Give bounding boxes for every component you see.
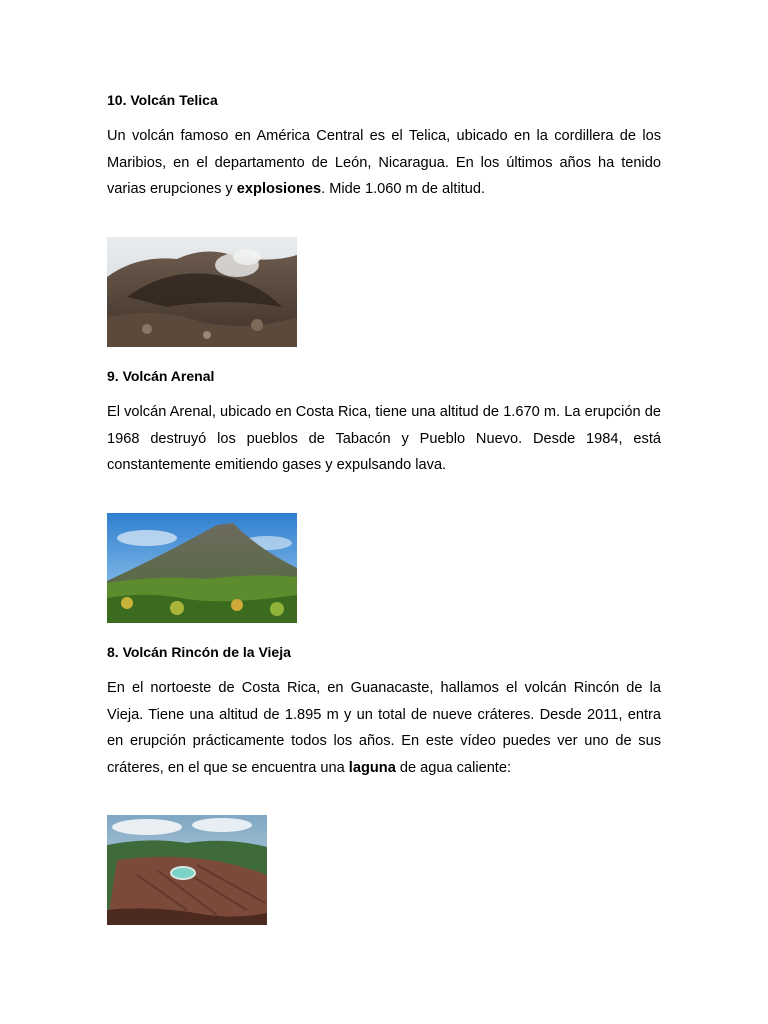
arenal-volcano-photo: [107, 513, 297, 623]
paragraph-text: . Mide 1.060 m de altitud.: [321, 181, 486, 198]
paragraph-text: de agua caliente:: [395, 760, 512, 777]
section-heading-arenal: 9. Volcán Arenal: [107, 368, 215, 384]
telica-crater-photo: [107, 237, 297, 347]
paragraph-text: Un volcán famoso en América Central es el Telica, ubicado en la cordillera de los Maribios, en el departamento de León, Nicaragua. En los últimos años ha tenido varias erupciones y: [107, 128, 661, 198]
section-heading-rincon: 8. Volcán Rincón de la Vieja: [107, 644, 291, 660]
rincon-aerial-photo: [107, 815, 267, 925]
bold-term: explosiones: [236, 181, 322, 198]
section-heading-telica: 10. Volcán Telica: [107, 92, 218, 108]
section-paragraph-telica: [107, 123, 661, 203]
section-paragraph-arenal: El volcán Arenal, ubicado en Costa Rica, tiene una altitud de 1.670 m. La erupción de 1968 destruyó los pueblos de Tabacón y Pueblo Nuevo. Desde 1984, está constantemente emitiendo gases y expulsando lava.: [107, 404, 661, 474]
bold-term: laguna: [348, 760, 396, 777]
paragraph-text: En el nortoeste de Costa Rica, en Guanacaste, hallamos el volcán Rincón de la Vieja. Tiene una altitud de 1.895 m y un total de nueve cráteres. Desde 2011, entra en erupción prácticamente todos los años. En este vídeo puedes ver uno de sus cráteres, en el que se encuentra una: [107, 680, 661, 777]
section-paragraph-rincon: [107, 675, 661, 782]
